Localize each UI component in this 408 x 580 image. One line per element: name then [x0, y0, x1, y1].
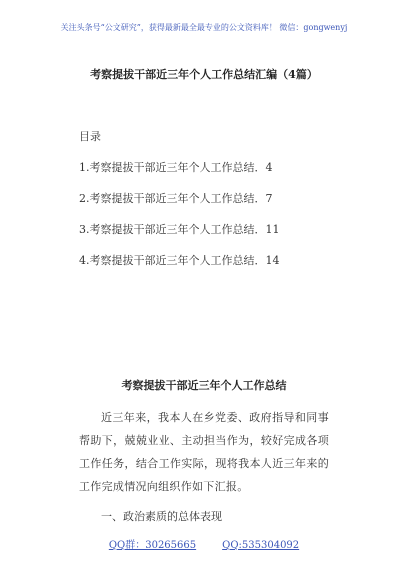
qq-group-number: QQ群：30265665 [108, 540, 197, 551]
body-paragraph: 近三年来，我本人在乡党委、政府指导和同事帮助下，兢兢业业、主动担当作为，较好完成各项工作任务，结合工作实际，现将我本人近三年来的工作完成情况向组织作如下汇报。 [79, 411, 329, 493]
toc-entry-1[interactable]: 1.考察提拔干部近三年个人工作总结．4 [79, 161, 273, 174]
footer-contact [0, 536, 408, 551]
document-title: 考察提拔干部近三年个人工作总结汇编（4篇） [90, 68, 318, 81]
sub-heading: 一、政治素质的总体表现 [101, 510, 222, 523]
section-title: 考察提拔干部近三年个人工作总结 [121, 379, 287, 392]
toc-entry-3[interactable]: 3.考察提拔干部近三年个人工作总结．11 [79, 223, 280, 236]
table-of-contents [79, 160, 280, 284]
toc-entry-2[interactable]: 2.考察提拔干部近三年个人工作总结．7 [79, 192, 273, 205]
qq-number: QQ:535304092 [222, 540, 300, 551]
header-promo-note: 关注头条号“公文研究”，获得最新最全最专业的公文资料库！ 微信：gongwenyj [60, 23, 348, 32]
toc-heading: 目录 [79, 130, 101, 143]
toc-entry-4[interactable]: 4.考察提拔干部近三年个人工作总结．14 [79, 254, 280, 267]
